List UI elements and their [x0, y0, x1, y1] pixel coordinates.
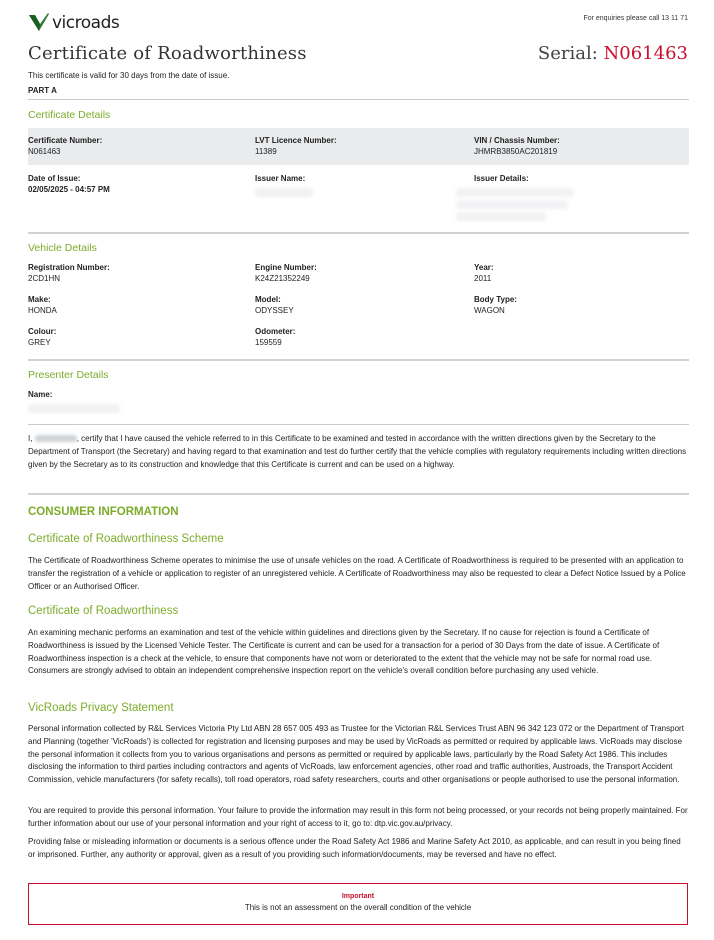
model-label: Model:: [255, 295, 281, 304]
vin-field: [474, 136, 560, 156]
certificate-number-field: [28, 136, 102, 156]
serial: [538, 43, 688, 64]
issuer-details-label: Issuer Details:: [474, 174, 529, 183]
certification-text: , certify that I have caused the vehicle referred to in this Certificate to be examined and tested in accordance with the written directions given by the Secretary to the Department of Transport (the Secretary) and having regard to that examination and test do further certify that the vehicle complies with regulatory requirements including written directions given by the Secretary as to its construction and knowledge that this Certificate is current and can be used on a highway.: [28, 434, 687, 469]
vicroads-tick-icon: [28, 12, 50, 32]
consumer-information-heading: CONSUMER INFORMATION: [28, 506, 179, 518]
certificate-text: An examining mechanic performs an examination and test of the vehicle within guidelines and directions given by the Secretary. If no cause for rejection is found a Certificate of Roadworthiness is issued by the Licensed Vehicle Tester. The Certificate is current and can be used for a transaction for a period of 30 Days from the date of issue. A Certificate of Roadworthiness inspection is a check at the vehicle, to ensure that components have not worn or deteriorated to the extent that the vehicle may not be safe for normal road use. Consumers are strongly advised to obtain an independent comprehensive inspection report on the vehicle's overall condition before purchasing any used vehicle.: [28, 628, 660, 676]
make-field: [28, 295, 57, 315]
divider: [28, 359, 689, 361]
certification-prefix: I,: [28, 434, 33, 443]
issuer-name-field: [255, 174, 305, 183]
lvt-licence-value: 11389: [255, 147, 277, 156]
odometer-field: [255, 327, 295, 347]
certificate-details-band: [28, 128, 689, 165]
privacy-paragraph-1: Personal information collected by R&L Services Victoria Pty Ltd ABN 28 657 005 493 as Trustee for the Victorian R&L Services Trust ABN 96 342 123 072 or the Department of Transport and Planning (together 'VicRoads') is collected for registration and licensing purposes and may be used by VicRoads as permitted or required by applicable laws. VicRoads may disclose the personal information it collects from you to various organisations and persons as permitted or required by applicable laws, particularly by the Road Safety Act 1986. This includes disclosing the information to third parties including contractors and agents of VicRoads, law enforcement agencies, other road and traffic authorities, Austroads, the Transport Accident Commission, vehicle manufacturers (for safety recalls), toll road operators, road safety researchers, courts and other organisations or people authorised to use the personal information.: [28, 724, 684, 785]
presenter-details-heading: Presenter Details: [28, 369, 109, 381]
vin-value: JHMRB3850AC201819: [474, 147, 558, 156]
scheme-text: The Certificate of Roadworthiness Scheme operates to minimise the use of unsafe vehicles on the road. A Certificate of Roadworthiness is required to be presented with an application to transfer the registration of a vehicle or application to register of an unregistered vehicle. A Certificate of Roadworthiness may also be requested to clear a Defect Notice Issued by a Police Officer or an Authorised Officer.: [28, 556, 686, 591]
certificate-details-heading: Certificate Details: [28, 109, 111, 121]
logo-text: vicroads: [52, 13, 120, 33]
divider: [28, 493, 689, 495]
important-notice: [28, 883, 688, 925]
redacted-issuer-details-1: [456, 188, 574, 197]
registration-number-field: [28, 263, 110, 283]
model-field: [255, 295, 294, 315]
colour-value: GREY: [28, 338, 51, 347]
divider: [28, 99, 689, 100]
redacted-presenter-name: [28, 404, 120, 413]
important-text: This is not an assessment on the overall condition of the vehicle: [244, 903, 472, 912]
vicroads-logo: [28, 12, 119, 32]
date-of-issue-value: 02/05/2025 - 04:57 PM: [28, 185, 110, 194]
enquiries-text: For enquiries please call 13 11 71: [583, 15, 688, 22]
page-title: Certificate of Roadworthiness: [28, 43, 307, 64]
important-heading: Important: [341, 893, 375, 900]
body-type-value: WAGON: [474, 306, 505, 315]
certificate-number-value: N061463: [28, 147, 61, 156]
year-field: [474, 263, 494, 283]
privacy-heading: VicRoads Privacy Statement: [28, 702, 174, 714]
date-of-issue-label: Date of Issue:: [28, 174, 81, 183]
engine-number-value: K24Z21352249: [255, 274, 310, 283]
privacy-paragraph-2: You are required to provide this personal information. Your failure to provide the information may result in this form not being processed, or your records not being properly maintained. For further information about our use of your personal information and your right of access to it, go to: dtp.vic.gov.au/privacy.: [28, 806, 688, 828]
serial-number: N061463: [603, 43, 688, 64]
odometer-value: 159559: [255, 338, 282, 347]
body-type-label: Body Type:: [474, 295, 517, 304]
divider: [28, 232, 689, 234]
make-label: Make:: [28, 295, 51, 304]
registration-number-label: Registration Number:: [28, 263, 110, 272]
engine-number-field: [255, 263, 317, 283]
issuer-name-label: Issuer Name:: [255, 174, 306, 183]
privacy-paragraph-3: Providing false or misleading information or documents is a serious offence under the Road Safety Act 1986 and Marine Safety Act 2010, as applicable, and can result in you being fined or imprisoned. Further, any authority or approval, given as a result of you providing such information/documents, may be reversed and have no effect.: [28, 837, 681, 859]
engine-number-label: Engine Number:: [255, 263, 317, 272]
make-value: HONDA: [28, 306, 57, 315]
redacted-issuer-name: [255, 188, 313, 197]
scheme-heading: Certificate of Roadworthiness Scheme: [28, 533, 224, 545]
presenter-name-field: [28, 390, 52, 399]
odometer-label: Odometer:: [255, 327, 296, 336]
redacted-issuer-details-2: [456, 200, 568, 209]
vin-label: VIN / Chassis Number:: [474, 136, 560, 145]
certificate-heading: Certificate of Roadworthiness: [28, 605, 179, 617]
colour-label: Colour:: [28, 327, 57, 336]
lvt-licence-label: LVT Licence Number:: [255, 136, 337, 145]
model-value: ODYSSEY: [255, 306, 294, 315]
body-type-field: [474, 295, 517, 315]
colour-field: [28, 327, 56, 347]
registration-number-value: 2CD1HN: [28, 274, 61, 283]
serial-label: Serial:: [537, 43, 598, 64]
redacted-issuer-details-3: [456, 212, 546, 221]
divider: [28, 424, 689, 425]
part-label: PART A: [28, 86, 57, 95]
lvt-licence-field: [255, 136, 337, 156]
certification-statement: [28, 433, 689, 471]
date-of-issue-field: [28, 174, 110, 194]
presenter-name-label: Name:: [28, 390, 53, 399]
vehicle-details-heading: Vehicle Details: [28, 242, 97, 254]
redacted-tester-name: [35, 435, 77, 442]
issuer-details-field: [474, 174, 529, 183]
validity-text: This certificate is valid for 30 days from the date of issue.: [28, 71, 230, 80]
year-label: Year:: [474, 263, 494, 272]
year-value: 2011: [474, 274, 492, 283]
certificate-number-label: Certificate Number:: [28, 136, 103, 145]
